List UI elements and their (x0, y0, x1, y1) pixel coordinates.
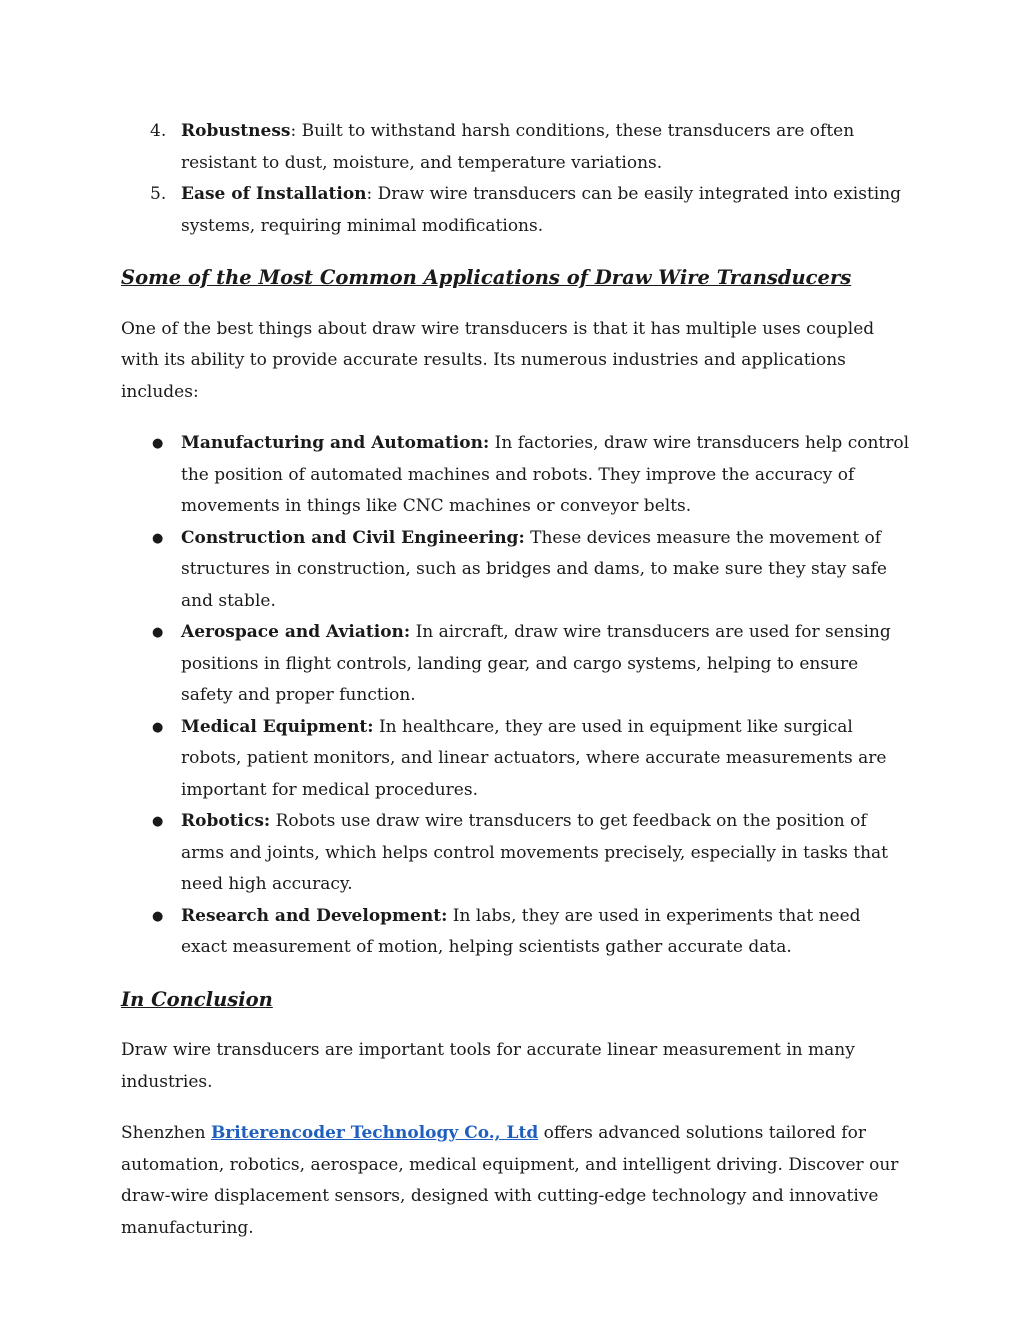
list-item (121, 712, 911, 807)
item-text: In aircraft, draw wire transducers are used for sensing positions in flight controls, landing gear, and cargo systems, helping to ensure safety and proper function. (181, 622, 891, 705)
list-item (121, 617, 911, 712)
item-text: These devices measure the movement of structures in construction, such as bridges and dams, to make sure they stay safe and stable. (181, 527, 887, 611)
item-title: Robustness (181, 121, 291, 141)
item-title: Medical Equipment: (181, 716, 374, 737)
section-heading-conclusion: In Conclusion (121, 987, 273, 1011)
paragraph-suffix: offers advanced solutions tailored for automation, robotics, aerospace, medical equipment, and intelligent driving. Discover our draw-wire displacement sensors, designed with cutting-edge technology and innovative manufacturing. (121, 1123, 899, 1238)
item-title: Research and Development: (181, 905, 448, 926)
item-title: Aerospace and Aviation: (181, 622, 411, 642)
item-title: Manufacturing and Automation: (181, 433, 490, 453)
company-link[interactable]: Briterencoder Technology Co., Ltd (210, 1123, 539, 1143)
bullet-icon: ● (152, 625, 164, 640)
company-paragraph (121, 1118, 911, 1244)
item-text: Robots use draw wire transducers to get feedback on the position of arms and joints, which helps control movements precisely, especially in tasks that need high accuracy. (181, 811, 889, 894)
numbered-list (121, 116, 911, 242)
bullet-icon: ● (152, 530, 164, 546)
document-page (121, 116, 911, 1244)
list-item (121, 428, 911, 523)
item-text: : Built to withstand harsh conditions, these transducers are often resistant to dust, moisture, and temperature variations. (181, 121, 855, 173)
list-item (121, 901, 911, 964)
bullet-icon: ● (152, 814, 164, 829)
item-text: In healthcare, they are used in equipment like surgical robots, patient monitors, and linear actuators, where accurate measurements are important for medical procedures. (181, 716, 887, 800)
list-item (121, 116, 911, 179)
list-number: 5. (150, 184, 167, 204)
item-title: Ease of Installation (181, 184, 367, 204)
item-title: Construction and Civil Engineering: (181, 527, 525, 548)
bullet-icon: ● (152, 719, 164, 735)
list-item (121, 523, 911, 618)
applications-list (121, 428, 911, 964)
bullet-icon: ● (152, 436, 164, 451)
list-number: 4. (150, 121, 167, 141)
intro-paragraph: One of the best things about draw wire transducers is that it has multiple uses coupled with its ability to provide accurate results. Its numerous industries and applications includes: (121, 318, 875, 402)
item-text: : Draw wire transducers can be easily integrated into existing systems, requiring minimal modifications. (181, 184, 902, 236)
paragraph-prefix: Shenzhen (121, 1123, 211, 1143)
item-text: In labs, they are used in experiments that need exact measurement of motion, helping scientists gather accurate data. (181, 905, 861, 957)
list-item (121, 806, 911, 901)
item-title: Robotics: (181, 811, 271, 831)
list-item (121, 179, 911, 242)
section-heading-applications: Some of the Most Common Applications of Draw Wire Transducers (121, 266, 852, 289)
conclusion-paragraph: Draw wire transducers are important tools for accurate linear measurement in many industries. (121, 1040, 855, 1092)
item-text: In factories, draw wire transducers help control the position of automated machines and robots. They improve the accuracy of movements in things like CNC machines or conveyor belts. (181, 433, 910, 516)
bullet-icon: ● (152, 908, 164, 924)
